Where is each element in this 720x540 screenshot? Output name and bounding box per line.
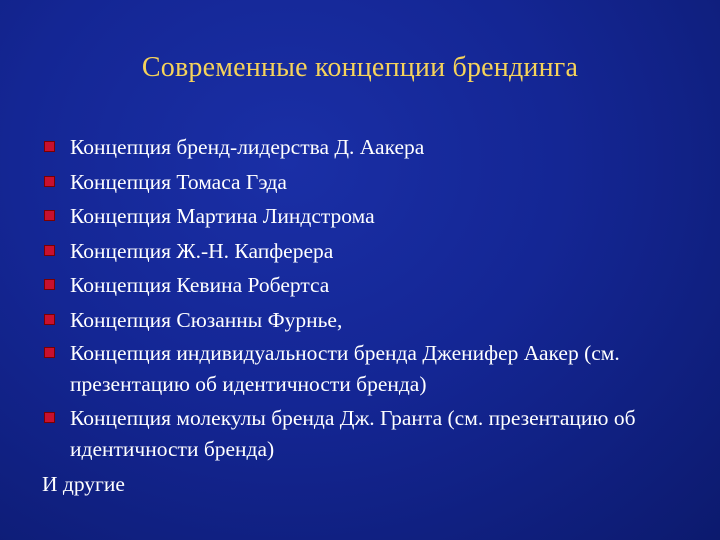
bullet-list — [42, 130, 692, 467]
square-bullet-icon — [44, 141, 55, 152]
square-bullet-icon — [44, 245, 55, 256]
square-bullet-icon — [44, 210, 55, 221]
list-item — [42, 268, 692, 303]
bullet-text: Концепция Кевина Робертса — [70, 273, 330, 297]
list-item — [42, 199, 692, 234]
bullet-text: Концепция Мартина Линдстрома — [70, 204, 375, 228]
bullet-text: Концепция бренд-лидерства Д. Аакера — [70, 135, 425, 159]
square-bullet-icon — [44, 314, 55, 325]
square-bullet-icon — [44, 176, 55, 187]
square-bullet-icon — [44, 279, 55, 290]
bullet-text: Концепция Сюзанны Фурнье, — [70, 307, 343, 332]
square-bullet-icon — [44, 412, 55, 423]
list-item — [42, 402, 692, 467]
list-item — [42, 165, 692, 200]
footer-text: И другие — [42, 472, 125, 496]
bullet-text: Концепция Томаса Гэда — [70, 169, 287, 194]
list-item — [42, 234, 692, 269]
slide-content — [42, 130, 692, 501]
bullet-text: Концепция индивидуальности бренда Дженифер Аакер (см. презентацию об идентичности бренда) — [70, 341, 620, 396]
list-item — [42, 130, 692, 165]
square-bullet-icon — [44, 347, 55, 358]
list-item — [42, 303, 692, 338]
bullet-text: Концепция Ж.-Н. Капферера — [70, 238, 334, 263]
slide-title: Современные концепции брендинга — [141, 52, 579, 83]
bullet-text: Концепция молекулы бренда Дж. Гранта (см. презентацию об идентичности бренда) — [70, 406, 636, 461]
list-item — [42, 337, 692, 402]
